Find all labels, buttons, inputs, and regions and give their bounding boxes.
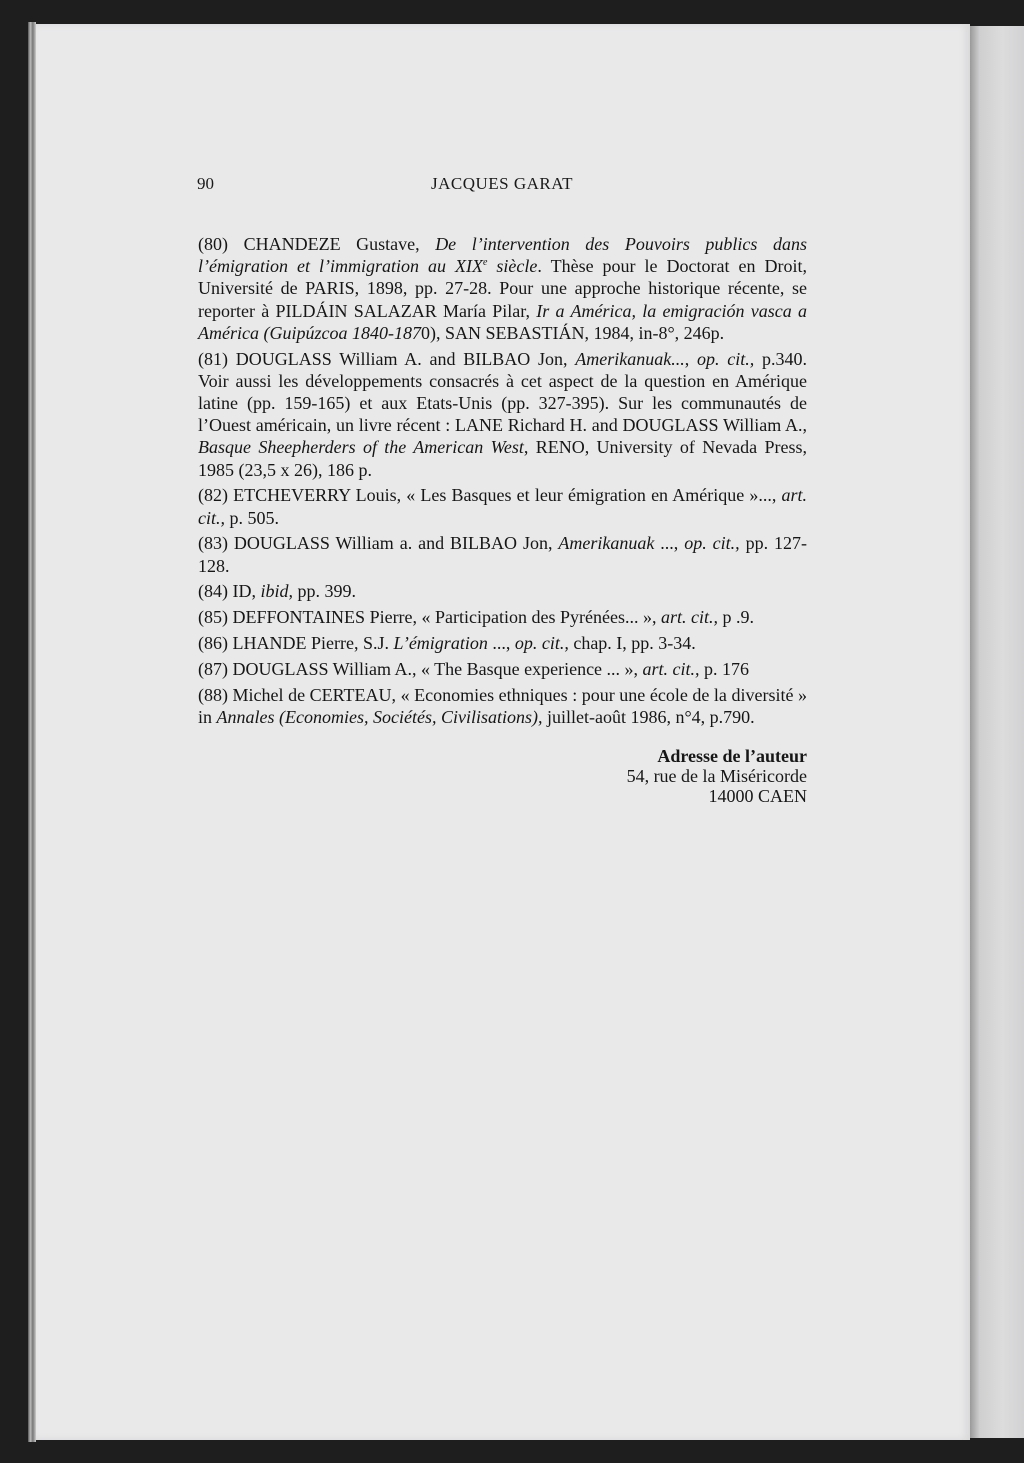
endnote-text: pp. 399.	[293, 581, 357, 602]
endnote-text: 0), SAN SEBASTIÁN, 1984, in-8°, 246p.	[420, 322, 725, 343]
endnote-text: juillet-août 1986, n°4, p.790.	[542, 706, 755, 727]
endnote-italic-text: L’émigration	[393, 633, 488, 654]
endnote-text: ETCHEVERRY Louis, « Les Basques et leur émigration en Amérique »...,	[228, 485, 782, 506]
address-city: 14000 CAEN	[708, 786, 807, 806]
author-address	[500, 746, 807, 806]
endnote-number: (82)	[198, 485, 228, 506]
address-street: 54, rue de la Miséricorde	[626, 766, 807, 786]
endnote-text: DOUGLASS William a. and BILBAO Jon,	[228, 533, 559, 554]
endnote-italic-text: art. cit.,	[198, 485, 807, 528]
endnote-italic-text: op. cit.,	[697, 348, 755, 369]
endnote	[198, 484, 807, 528]
endnote-italic-text: art. cit.,	[642, 658, 700, 679]
endnote	[198, 233, 807, 344]
endnote-text: p. 176	[699, 658, 750, 679]
running-head	[197, 174, 807, 200]
endnote	[198, 632, 807, 654]
endnote-text: LHANDE Pierre, S.J.	[228, 633, 394, 654]
endnote-number: (87)	[198, 658, 228, 679]
endnote-text: DOUGLASS William A., « The Basque experience ... »,	[228, 658, 643, 679]
address-label: Adresse de l’auteur	[657, 746, 807, 766]
endnote-italic-text: Annales (Economies, Sociétés, Civilisations),	[216, 706, 543, 727]
endnote	[198, 532, 807, 576]
endnote	[198, 580, 807, 602]
endnote-number: (88)	[198, 684, 228, 705]
facing-page-edge	[970, 26, 1024, 1438]
endnote-text: chap. I, pp. 3-34.	[568, 633, 696, 654]
endnote-number: (86)	[198, 633, 228, 654]
endnote-text: CHANDEZE Gustave,	[228, 234, 436, 254]
endnote-text: pp. 127-128.	[198, 533, 807, 576]
endnote-text: Michel de CERTEAU, « Economies ethniques : pour une école de la diversité » in	[198, 684, 807, 727]
endnote-text: ...,	[487, 633, 515, 654]
endnote-number: (80)	[198, 234, 228, 254]
running-head-title: JACQUES GARAT	[430, 174, 574, 193]
endnote	[198, 348, 807, 481]
page-stack-edge	[28, 22, 36, 1442]
endnote-text: DOUGLASS William A. and BILBAO Jon,	[228, 348, 576, 369]
endnote-italic-text: ibid,	[260, 581, 294, 602]
page-number: 90	[197, 174, 214, 193]
endnote-text: p. 505.	[225, 507, 279, 528]
endnote-italic-text: siècle	[487, 256, 538, 277]
endnote-italic-text: e	[482, 257, 488, 269]
endnote	[198, 606, 807, 628]
endnote-italic-text: Basque Sheepherders of the American West	[198, 437, 524, 458]
endnote-italic-text: art. cit.,	[661, 607, 718, 628]
endnote	[198, 658, 807, 680]
endnote-italic-text: op. cit.,	[684, 533, 740, 554]
endnote-italic-text: Ir a América, la emigración vasca a América (Guipúzcoa 1840-187	[198, 300, 808, 343]
endnote-text: ...,	[654, 533, 685, 554]
endnote-italic-text: op. cit.,	[514, 633, 569, 654]
endnote-text: , RENO, University of Nevada Press, 1985 (23,5 x 26), 186 p.	[198, 437, 807, 480]
endnote	[198, 684, 807, 728]
endnote-number: (83)	[198, 533, 228, 554]
endnote-italic-text: Amerikanuak	[558, 533, 655, 554]
endnote-text: p .9.	[718, 607, 754, 628]
endnote-number: (81)	[198, 348, 228, 369]
endnote-text: p.340. Voir aussi les développements consacrés à cet aspect de la question en Amérique latine (pp. 159-165) et aux Etats-Unis (pp. 327-395). Sur les communautés de l’Ouest américain, un livre récent : LANE Richard H. and DOUGLASS William A.,	[198, 348, 808, 436]
endnote-text: ID,	[228, 581, 261, 602]
endnote-text: ,	[684, 348, 697, 369]
endnote-number: (85)	[198, 607, 228, 628]
endnote-text: . Thèse pour le Doctorat en Droit, Université de PARIS, 1898, pp. 27-28. Pour une approche historique récente, se reporter à PILDÁIN SALAZAR María Pilar,	[198, 256, 807, 321]
endnotes-list	[198, 233, 807, 732]
endnote-text: DEFFONTAINES Pierre, « Participation des Pyrénées... »,	[228, 607, 661, 628]
endnote-number: (84)	[198, 581, 228, 602]
endnote-italic-text: Amerikanuak...	[575, 348, 685, 369]
endnote-italic-text: De l’intervention des Pouvoirs publics dans l’émigration et l’immigration au XIX	[198, 234, 807, 277]
